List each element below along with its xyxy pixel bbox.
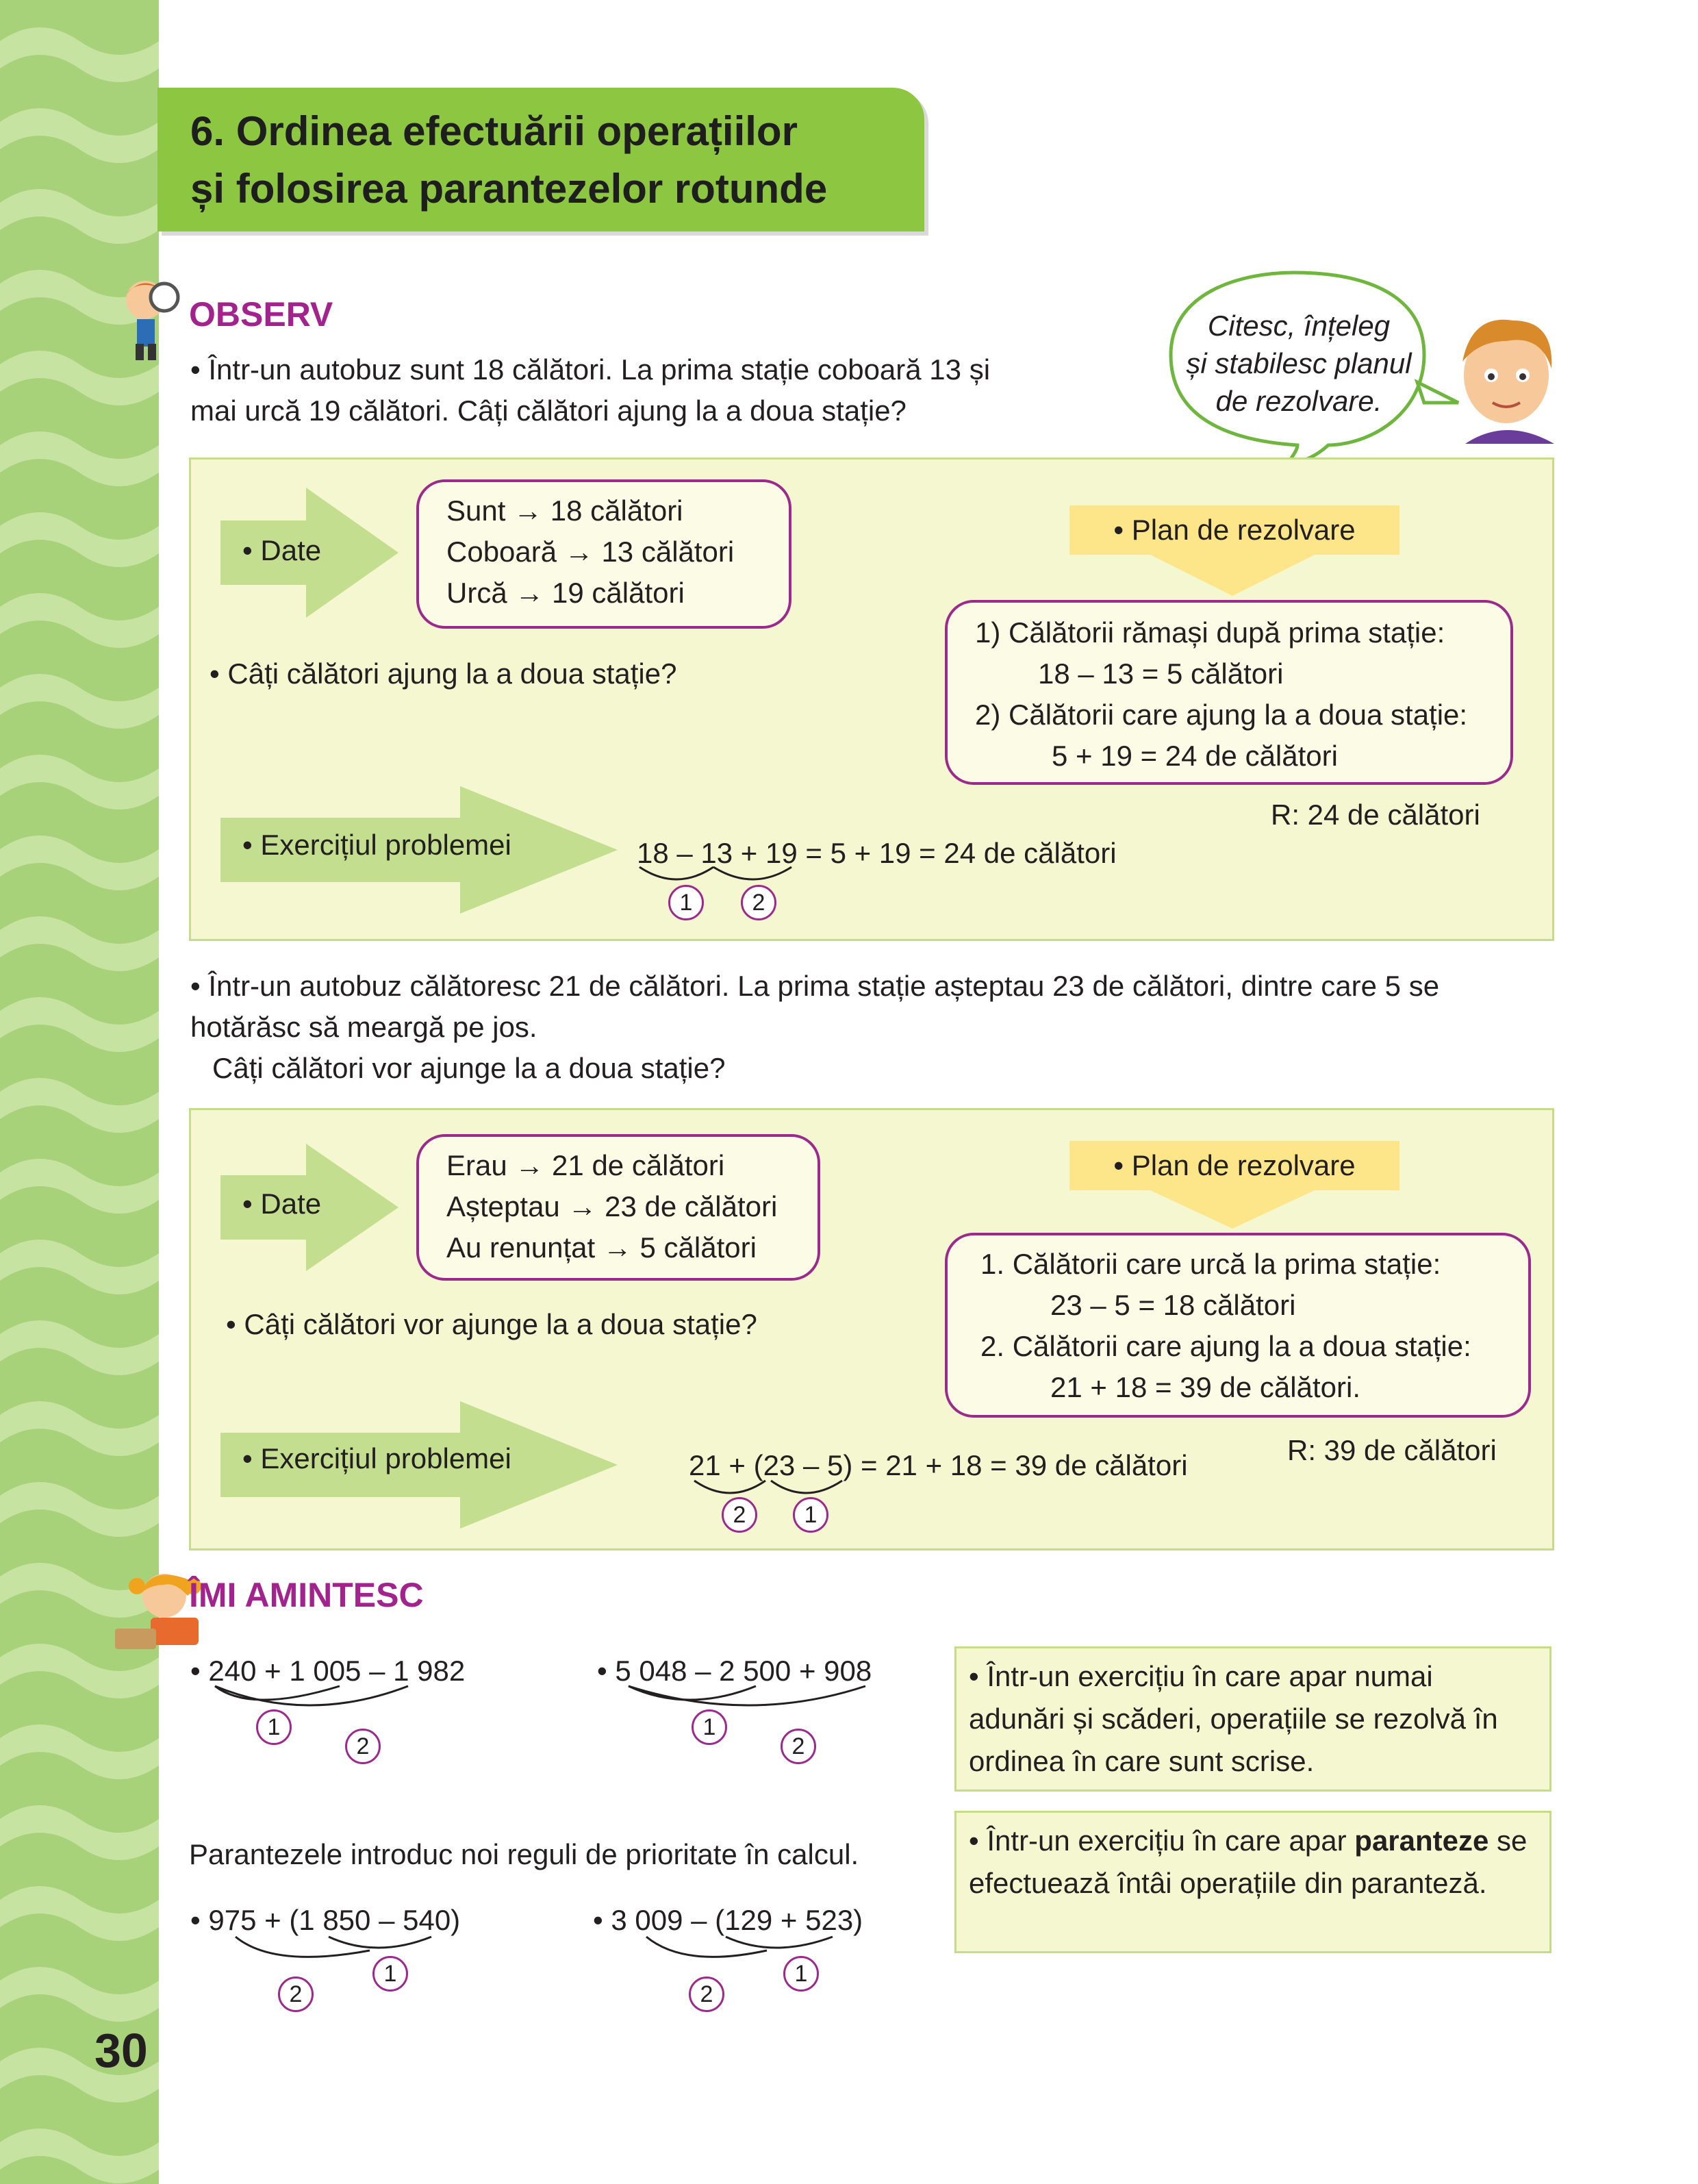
order-mark: 2	[781, 1729, 816, 1764]
plan-arrow	[1150, 555, 1315, 596]
date-label: • Date	[242, 1188, 322, 1220]
rule2-post: se	[1488, 1824, 1528, 1857]
rule-box-1	[954, 1646, 1551, 1792]
rule1-line-2: adunări și scăderi, operațiile se rezolvă în	[969, 1703, 1498, 1735]
date-label: • Date	[242, 534, 322, 566]
order-mark: 2	[741, 885, 776, 920]
order-mark: 1	[256, 1709, 292, 1745]
plan-line-4: 5 + 19 = 24 de călători	[1052, 740, 1338, 772]
exercise-2: 21 + (23 – 5) = 21 + 18 = 39 de călători	[689, 1449, 1188, 1481]
plan-lines	[980, 1244, 1471, 1408]
order-brackets	[692, 1478, 870, 1505]
problem2-line-1: • Într-un autobuz călătoresc 21 de călători. La prima stație așteptau 23 de călători, dintre care 5 se	[190, 970, 1440, 1002]
exercise-1: 18 – 13 + 19 = 5 + 19 = 24 de călători	[637, 837, 1117, 869]
example-3: • 975 + (1 850 – 540)	[190, 1904, 461, 1936]
plan-line-1: 1) Călătorii rămași după prima stație:	[975, 616, 1445, 649]
plan-lines	[975, 612, 1467, 777]
problem1-question: • Câți călători ajung la a doua stație?	[210, 657, 677, 690]
rule-box-2	[954, 1811, 1551, 1953]
date-item-3: Urcă → 19 călători	[446, 577, 685, 609]
example-1: • 240 + 1 005 – 1 982	[190, 1655, 466, 1687]
problem2-line-3: Câți călători vor ajunge la a doua stație?	[212, 1052, 726, 1084]
speech-bubble-text	[1172, 307, 1425, 420]
order-mark: 2	[722, 1497, 757, 1533]
speech-line-1: Citesc, înțeleg	[1207, 310, 1391, 342]
plan-line-2: 18 – 13 = 5 călători	[1038, 657, 1284, 690]
thinking-boy-icon	[1452, 307, 1561, 444]
order-mark: 2	[278, 1976, 314, 2012]
problem2-statement	[190, 966, 1560, 1089]
speech-line-2: și stabilesc planul	[1186, 347, 1412, 379]
plan-line-3: 2. Călătorii care ajung la a doua stație:	[980, 1330, 1471, 1362]
date-items	[446, 1145, 777, 1268]
plan-line-3: 2) Călătorii care ajung la a doua stație:	[975, 699, 1468, 731]
rule2-pre: • Într-un exercițiu în care apar	[969, 1824, 1355, 1857]
problem1-line-2: mai urcă 19 călători. Câți călători ajung la a doua stație?	[190, 394, 907, 427]
plan-line-4: 21 + 18 = 39 de călători.	[1050, 1371, 1360, 1403]
magnifier-boy-icon	[116, 273, 185, 362]
order-brackets	[212, 1683, 418, 1718]
plan-arrow	[1150, 1190, 1315, 1229]
order-mark: 1	[668, 885, 704, 920]
observ-heading: OBSERV	[189, 295, 333, 334]
title-line-1: 6. Ordinea efectuării operațiilor	[190, 108, 798, 154]
order-mark: 1	[692, 1709, 727, 1745]
plan-line-1: 1. Călătorii care urcă la prima stație:	[980, 1248, 1441, 1280]
date-item-1: Erau → 21 de călători	[446, 1149, 725, 1181]
order-mark: 2	[689, 1976, 724, 2012]
rule2-line-1	[969, 1820, 1537, 1862]
example-2: • 5 048 – 2 500 + 908	[597, 1655, 872, 1687]
title-line-2: și folosirea parantezelor rotunde	[190, 166, 828, 212]
page-number: 30	[94, 2024, 148, 2077]
plan-line-2: 23 – 5 = 18 călători	[1050, 1289, 1296, 1321]
rule1-line-1: • Într-un exercițiu în care apar numai	[969, 1660, 1433, 1692]
paren-note: Parantezele introduc noi reguli de prioritate în calcul.	[189, 1838, 859, 1870]
rule2-line-2: efectuează întâi operațiile din paranteză.	[969, 1867, 1487, 1899]
date-item-3: Au renunțat → 5 călători	[446, 1231, 757, 1264]
example-4: • 3 009 – (129 + 523)	[593, 1904, 863, 1936]
exercise-label: • Exercițiul problemei	[242, 1442, 511, 1474]
rule2-bold: paranteze	[1354, 1824, 1489, 1857]
date-item-1: Sunt → 18 călători	[446, 494, 683, 527]
answer-1: R: 24 de călători	[1271, 799, 1480, 831]
date-item-2: Așteptau → 23 de călători	[446, 1190, 778, 1222]
problem1-line-1: • Într-un autobuz sunt 18 călători. La prima stație coboară 13 și	[190, 353, 991, 386]
exercise-label: • Exercițiul problemei	[242, 829, 511, 861]
date-item-2: Coboară → 13 călători	[446, 536, 735, 568]
answer-2: R: 39 de călători	[1287, 1434, 1497, 1466]
order-mark: 1	[793, 1497, 828, 1533]
plan-label: • Plan de rezolvare	[1069, 505, 1399, 555]
order-brackets	[644, 1934, 876, 1975]
order-brackets	[233, 1934, 452, 1975]
order-brackets	[626, 1683, 872, 1718]
imi-amintesc-heading: ÎMI AMINTESC	[189, 1576, 424, 1614]
problem2-line-2: hotărăsc să meargă pe jos.	[190, 1011, 537, 1043]
plan-label: • Plan de rezolvare	[1069, 1141, 1399, 1190]
order-mark: 2	[345, 1729, 381, 1764]
speech-line-3: de rezolvare.	[1215, 385, 1382, 417]
problem2-question: • Câți călători vor ajunge la a doua stație?	[226, 1308, 757, 1340]
problem1-statement	[190, 349, 1149, 431]
page-title	[190, 103, 902, 218]
order-mark: 1	[372, 1956, 408, 1992]
date-items	[446, 490, 734, 614]
order-mark: 1	[783, 1956, 819, 1992]
rule1-line-3: ordinea în care sunt scrise.	[969, 1745, 1315, 1777]
order-brackets	[637, 864, 808, 892]
